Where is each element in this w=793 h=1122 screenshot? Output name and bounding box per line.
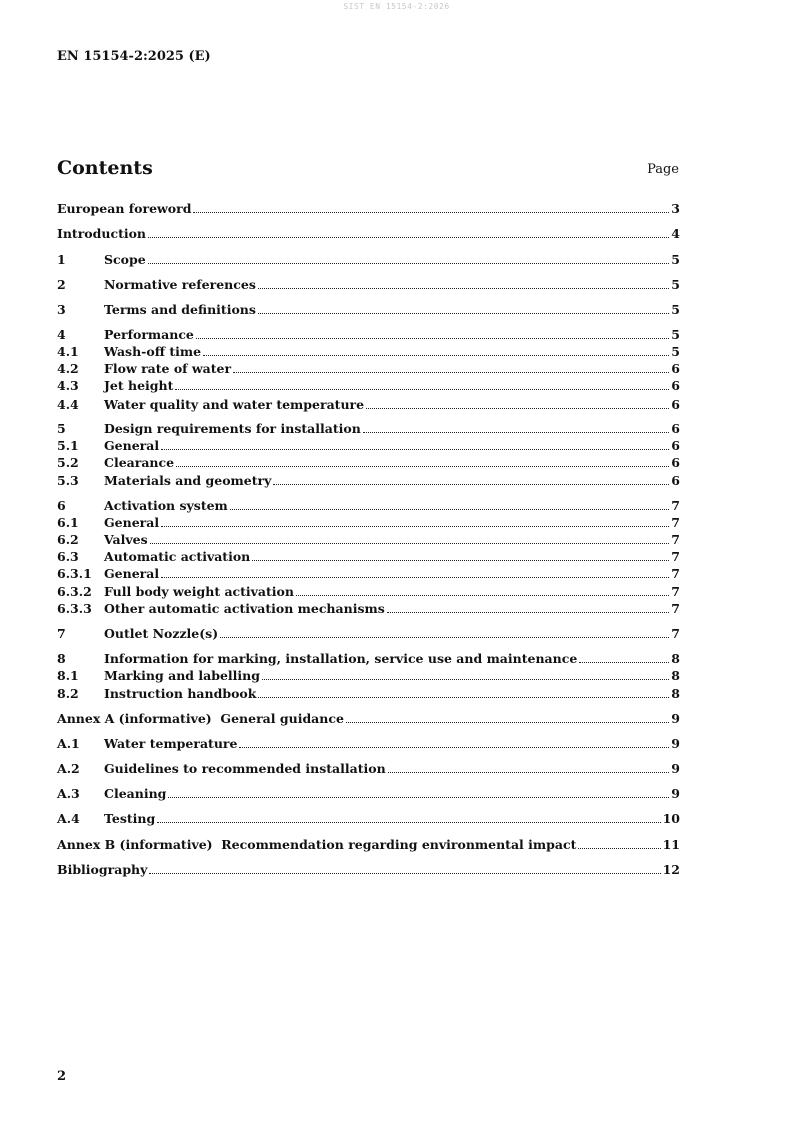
document-id: EN 15154-2:2025 (E) (57, 49, 211, 64)
toc-entry-page: 12 (662, 862, 680, 877)
toc-leader-dots (258, 287, 669, 289)
toc-entry-title: Annex B (informative) Recommendation regarding environmental impact (57, 837, 577, 852)
toc-entry-number: 8 (57, 651, 66, 666)
toc-entry-title: Automatic activation (104, 549, 251, 564)
toc-entry-title: General (104, 566, 160, 581)
toc-entry-title: Materials and geometry (104, 473, 272, 488)
toc-entry-title: Cleaning (104, 786, 167, 801)
toc-leader-dots (168, 796, 669, 798)
toc-leader-dots (578, 847, 660, 849)
toc-entry[interactable] (57, 566, 680, 582)
toc-entry-number: A.3 (57, 786, 80, 801)
toc-entry-number: 6.3.3 (57, 601, 92, 616)
toc-entry[interactable] (57, 455, 680, 471)
toc-leader-dots (233, 371, 669, 373)
toc-entry[interactable] (57, 736, 680, 752)
toc-entry[interactable] (57, 327, 680, 343)
toc-entry-number: 7 (57, 626, 66, 641)
toc-entry-page: 7 (671, 566, 680, 581)
toc-entry-number: 4.4 (57, 397, 79, 412)
toc-entry-page: 7 (671, 532, 680, 547)
toc-leader-dots (252, 559, 669, 561)
toc-leader-dots (579, 661, 669, 663)
toc-entry-title: General (104, 515, 160, 530)
toc-entry-number: 5 (57, 421, 66, 436)
toc-entry[interactable] (57, 862, 680, 878)
toc-entry[interactable] (57, 626, 680, 642)
toc-leader-dots (258, 312, 669, 314)
toc-entry-number: 8.2 (57, 686, 79, 701)
toc-entry-page: 8 (671, 651, 680, 666)
toc-leader-dots (220, 636, 669, 638)
toc-entry-page: 6 (671, 455, 680, 470)
toc-entry-title: Information for marking, installation, service use and maintenance (104, 651, 578, 666)
toc-entry[interactable] (57, 277, 680, 293)
toc-leader-dots (176, 465, 669, 467)
toc-entry-page: 7 (671, 584, 680, 599)
toc-entry-page: 6 (671, 438, 680, 453)
toc-entry-title: Other automatic activation mechanisms (104, 601, 385, 616)
toc-entry-number: 4.1 (57, 344, 79, 359)
toc-entry[interactable] (57, 532, 680, 548)
toc-entry[interactable] (57, 761, 680, 777)
toc-leader-dots (363, 431, 670, 433)
toc-entry-page: 4 (671, 226, 680, 241)
toc-entry-title: Marking and labelling (104, 668, 261, 683)
toc-leader-dots (149, 872, 660, 874)
toc-entry-title: Clearance (104, 455, 175, 470)
toc-entry-title: Water temperature (104, 736, 238, 751)
toc-entry-title: Normative references (104, 277, 256, 292)
toc-entry[interactable] (57, 686, 680, 702)
toc-entry-title: Flow rate of water (104, 361, 232, 376)
toc-leader-dots (196, 337, 669, 339)
toc-entry-number: A.1 (57, 736, 80, 751)
toc-entry-page: 5 (671, 327, 680, 342)
toc-entry-title: Bibliography (57, 862, 148, 877)
toc-entry[interactable] (57, 473, 680, 489)
toc-entry[interactable] (57, 397, 680, 413)
toc-entry-page: 9 (671, 761, 680, 776)
toc-entry-page: 5 (671, 252, 680, 267)
toc-entry[interactable] (57, 378, 680, 394)
toc-entry-title: European foreword (57, 201, 192, 216)
toc-entry[interactable] (57, 711, 680, 727)
toc-entry[interactable] (57, 498, 680, 514)
toc-entry-number: 4.3 (57, 378, 79, 393)
toc-entry-title: Outlet Nozzle(s) (104, 626, 219, 641)
toc-entry-title: Jet height (104, 378, 174, 393)
toc-leader-dots (387, 611, 670, 613)
toc-entry-title: Introduction (57, 226, 147, 241)
toc-leader-dots (161, 576, 669, 578)
toc-entry-number: 6.1 (57, 515, 79, 530)
toc-entry-page: 7 (671, 515, 680, 530)
toc-entry-page: 9 (671, 786, 680, 801)
toc-leader-dots (203, 354, 669, 356)
page-number: 2 (57, 1069, 67, 1084)
toc-entry-title: Testing (104, 811, 156, 826)
toc-leader-dots (273, 483, 669, 485)
toc-entry-number: 5.1 (57, 438, 79, 453)
toc-leader-dots (148, 262, 670, 264)
toc-entry-title: Design requirements for installation (104, 421, 361, 436)
toc-entry-page: 6 (671, 473, 680, 488)
toc-entry-page: 8 (671, 668, 680, 683)
toc-entry-title: General (104, 438, 160, 453)
toc-entry-title: Water quality and water temperature (104, 397, 365, 412)
toc-leader-dots (148, 236, 669, 238)
toc-entry-number: 2 (57, 277, 66, 292)
toc-entry-page: 6 (671, 361, 680, 376)
toc-leader-dots (346, 721, 669, 723)
toc-leader-dots (175, 388, 669, 390)
toc-leader-dots (296, 594, 669, 596)
toc-entry-title: Guidelines to recommended installation (104, 761, 386, 776)
toc-entry-page: 7 (671, 498, 680, 513)
toc-entry-page: 3 (671, 201, 680, 216)
toc-entry[interactable] (57, 421, 680, 437)
toc-entry-number: 3 (57, 302, 66, 317)
toc-entry[interactable] (57, 584, 680, 600)
toc-entry-page: 9 (671, 736, 680, 751)
toc-entry-number: 6.3.2 (57, 584, 92, 599)
toc-entry-page: 6 (671, 421, 680, 436)
toc-entry-title: Valves (104, 532, 148, 547)
toc-entry-number: 8.1 (57, 668, 79, 683)
toc-entry-number: 6 (57, 498, 66, 513)
toc-leader-dots (230, 508, 670, 510)
toc-leader-dots (193, 211, 669, 213)
toc-entry-title: Wash-off time (104, 344, 202, 359)
toc-entry-title: Activation system (104, 498, 228, 513)
toc-entry[interactable] (57, 549, 680, 565)
toc-entry-page: 6 (671, 378, 680, 393)
toc-entry-number: 5.2 (57, 455, 79, 470)
toc-entry-number: 4 (57, 327, 66, 342)
toc-entry-title: Annex A (informative) General guidance (57, 711, 344, 726)
toc-leader-dots (161, 448, 669, 450)
toc-entry-page: 10 (662, 811, 680, 826)
toc-entry[interactable] (57, 252, 680, 268)
toc-entry-number: 1 (57, 252, 66, 267)
toc-entry[interactable] (57, 651, 680, 667)
toc-entry-page: 5 (671, 344, 680, 359)
toc-leader-dots (150, 542, 670, 544)
toc-leader-dots (239, 746, 669, 748)
toc-entry[interactable] (57, 226, 680, 242)
toc-entry-page: 8 (671, 686, 680, 701)
toc-leader-dots (161, 525, 669, 527)
toc-leader-dots (157, 821, 660, 823)
toc-leader-dots (366, 407, 669, 409)
watermark: SIST EN 15154-2:2026 (343, 2, 450, 11)
toc-entry-page: 6 (671, 397, 680, 412)
toc-leader-dots (258, 696, 669, 698)
toc-entry[interactable] (57, 361, 680, 377)
toc-entry-page: 7 (671, 549, 680, 564)
toc-entry-title: Full body weight activation (104, 584, 294, 599)
toc-entry-page: 7 (671, 626, 680, 641)
toc-entry-title: Instruction handbook (104, 686, 257, 701)
toc-entry[interactable] (57, 344, 680, 360)
toc-entry[interactable] (57, 515, 680, 531)
toc-entry-number: 4.2 (57, 361, 79, 376)
toc-entry-number: 5.3 (57, 473, 79, 488)
toc-entry-title: Scope (104, 252, 146, 267)
toc-entry[interactable] (57, 201, 680, 217)
toc-entry-page: 5 (671, 277, 680, 292)
toc-leader-dots (388, 771, 670, 773)
toc-entry-page: 5 (671, 302, 680, 317)
toc-leader-dots (262, 678, 669, 680)
toc-entry-number: A.4 (57, 811, 80, 826)
page-column-label: Page (647, 162, 679, 177)
toc-entry-page: 9 (671, 711, 680, 726)
toc-entry[interactable] (57, 601, 680, 617)
toc-entry[interactable] (57, 668, 680, 684)
contents-title: Contents (57, 157, 153, 179)
toc-entry-page: 11 (662, 837, 680, 852)
toc-entry[interactable] (57, 786, 680, 802)
toc-entry-number: 6.3 (57, 549, 79, 564)
toc-entry[interactable] (57, 837, 680, 853)
toc-entry-page: 7 (671, 601, 680, 616)
toc-entry[interactable] (57, 438, 680, 454)
toc-entry-number: 6.2 (57, 532, 79, 547)
toc-entry-title: Terms and definitions (104, 302, 256, 317)
toc-entry-title: Performance (104, 327, 194, 342)
toc-entry[interactable] (57, 811, 680, 827)
toc-entry-number: 6.3.1 (57, 566, 92, 581)
toc-entry[interactable] (57, 302, 680, 318)
toc-entry-number: A.2 (57, 761, 80, 776)
